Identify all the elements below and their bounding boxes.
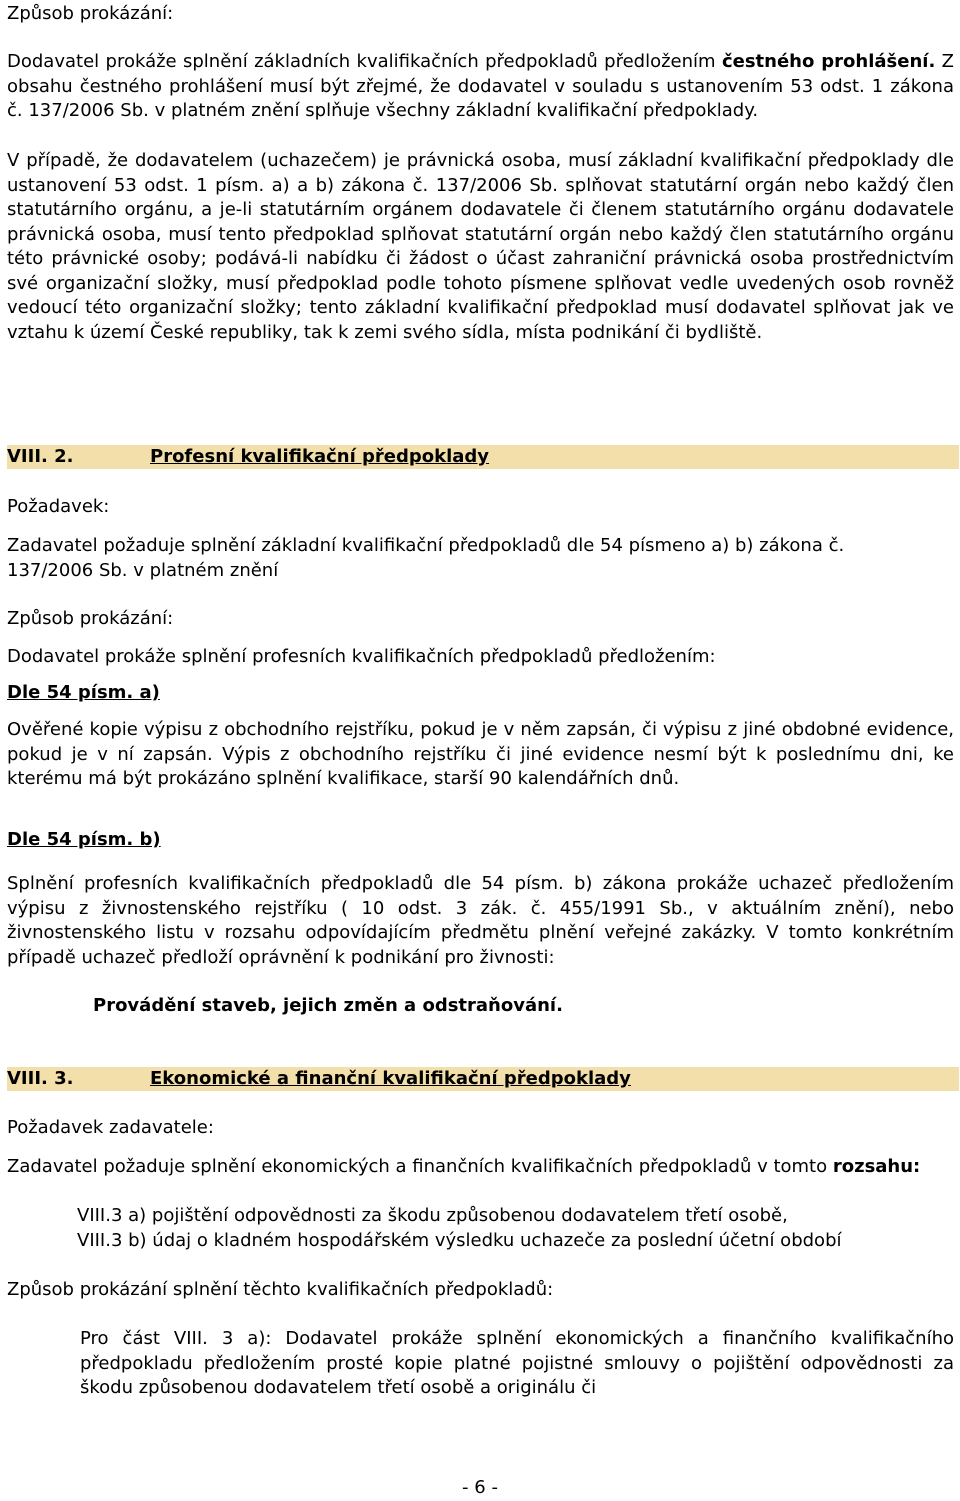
paragraph-proof: Pro část VIII. 3 a): Dodavatel prokáže splnění ekonomických a finančního kvalifikačního předpokladu předložením prosté kopie platné pojistné smlouvy o pojištění odpovědnosti za škodu způsobenou dodavatelem třetí osobě a originálu či xyxy=(80,1328,954,1398)
proof-text: Dodavatel prokáže splnění profesních kvalifikačních předpokladů předložením: xyxy=(7,646,716,667)
list-item: VIII.3 b) údaj o kladném hospodářském výsledku uchazeče za poslední účetní období xyxy=(77,1230,842,1251)
requirement-text: Zadavatel požaduje splnění základní kvalifikační předpokladů dle 54 písmeno a) b) zákona č. 137/2006 Sb. v platném znění xyxy=(7,535,845,581)
bold-term: rozsahu: xyxy=(832,1156,921,1177)
text-segment: Dodavatel prokáže splnění základních kvalifikačních předpokladů předložením xyxy=(7,51,722,72)
requirement-text xyxy=(7,1155,954,1180)
section-number: VIII. 3. xyxy=(7,1068,74,1089)
requirement-label: Požadavek zadavatele: xyxy=(7,1117,214,1138)
section-title: Profesní kvalifikační předpoklady xyxy=(150,446,490,467)
text-segment: Zadavatel požaduje splnění ekonomických a finančních kvalifikačních předpokladů v tomto xyxy=(7,1156,833,1177)
page-number: - 6 - xyxy=(462,1477,498,1498)
section-header xyxy=(7,1067,959,1091)
requirement-label: Požadavek: xyxy=(7,496,110,517)
paragraph-letter-a: Ověřené kopie výpisu z obchodního rejstříku, pokud je v něm zapsán, či výpisu z jiné obdobné evidence, pokud je v ní zapsán. Výpis z obchodního rejstříku či jiné evidence nesmí být k poslednímu dni, ke kterému má být prokázáno splnění kvalifikace, starší 90 kalendářních dnů. xyxy=(7,719,954,789)
subheading-letter-b: Dle 54 písm. b) xyxy=(7,829,161,850)
section-number: VIII. 2. xyxy=(7,446,74,467)
subheading-letter-a: Dle 54 písm. a) xyxy=(7,682,160,703)
paragraph-legal-entity: V případě, že dodavatelem (uchazečem) je právnická osoba, musí základní kvalifikační předpoklady dle ustanovení 53 odst. 1 písm. a) a b) zákona č. 137/2006 Sb. splňovat statutární orgán nebo každý člen statutárního orgánu, a je-li statutárním orgánem dodavatele či členem statutárního orgánu dodavatele právnická osoba, musí tento předpoklad splňovat statutární orgán nebo každý člen statutárního orgánu této právnické osoby; podává-li nabídku či žádost o účast zahraniční právnická osoba prostřednictvím své organizační složky, musí předpoklad podle tohoto písmene splňovat vedle uvedených osob rovněž vedoucí této organizační složky; tento základní kvalifikační předpoklad musí dodavatel splňovat jak ve vztahu k území České republiky, tak k zemi svého sídla, místa podnikání či bydliště. xyxy=(7,150,954,343)
bold-term: čestného prohlášení. xyxy=(721,51,936,72)
section-title: Ekonomické a finanční kvalifikační předpoklady xyxy=(150,1068,631,1089)
trade-name: Provádění staveb, jejich změn a odstraňování. xyxy=(93,995,563,1016)
proof-label: Způsob prokázání splnění těchto kvalifikačních předpokladů: xyxy=(7,1279,554,1300)
proof-label: Způsob prokázání: xyxy=(7,608,174,629)
text-segment: Z obsahu čestného prohlášení musí být zřejmé, že dodavatel v souladu s ustanovením 53 odst. 1 zákona č. 137/2006 Sb. v platném znění splňuje všechny základní kvalifikační předpoklady. xyxy=(7,51,954,121)
list-item: VIII.3 a) pojištění odpovědnosti za škodu způsobenou dodavatelem třetí osobě, xyxy=(77,1205,788,1226)
section-header xyxy=(7,445,959,469)
paragraph-letter-b: Splnění profesních kvalifikačních předpokladů dle 54 písm. b) zákona prokáže uchazeč předložením výpisu z živnostenského rejstříku ( 10 odst. 3 zák. č. 455/1991 Sb., v aktuálním znění), nebo živnostenského listu v rozsahu odpovídajícím předmětu plnění veřejné zakázky. V tomto konkrétním případě uchazeč předloží oprávnění k podnikání pro živnosti: xyxy=(7,873,954,968)
proof-label: Způsob prokázání: xyxy=(7,3,174,24)
paragraph-honest-declaration xyxy=(7,50,954,124)
